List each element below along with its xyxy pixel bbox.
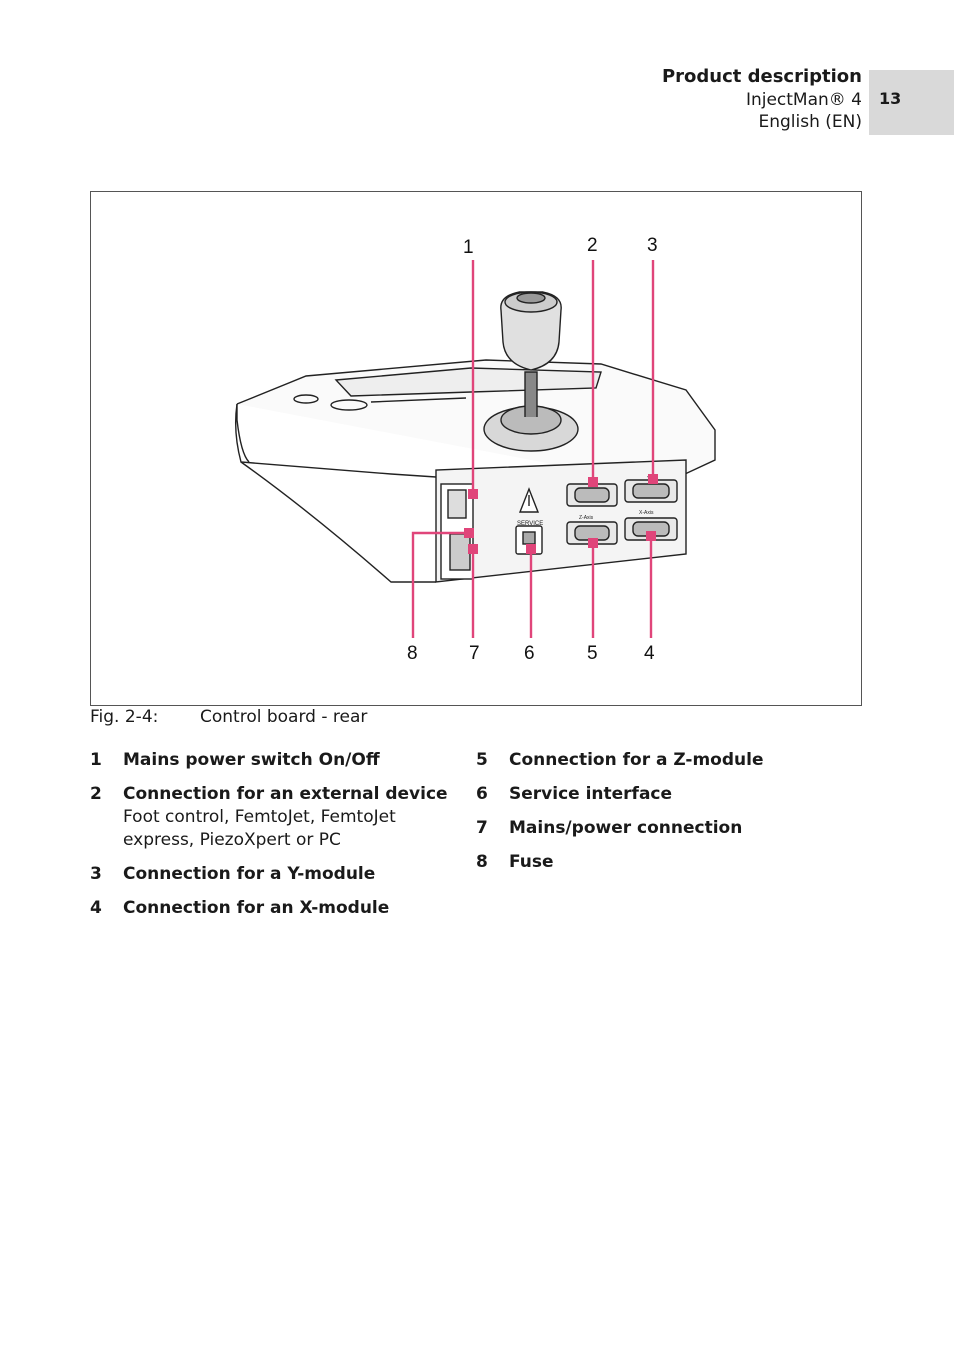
legend-number: 2	[90, 784, 102, 804]
section-title: Product description	[661, 66, 862, 87]
x-axis-label: X-Axis	[639, 510, 654, 516]
callout-number-2: 2	[587, 235, 598, 256]
service-port-label: SERVICE	[517, 521, 544, 527]
legend-number: 7	[476, 818, 488, 838]
legend-right-column	[476, 749, 856, 885]
legend-item-2	[90, 783, 460, 852]
callout-number-3: 3	[647, 235, 658, 256]
legend-title: Mains/power connection	[509, 818, 743, 838]
callout-marker-4	[646, 531, 656, 541]
callout-number-8: 8	[407, 643, 418, 664]
callout-number-1: 1	[463, 237, 474, 258]
legend-number: 5	[476, 750, 488, 770]
legend-left-column	[90, 749, 460, 931]
legend-title: Connection for a Z-module	[509, 750, 764, 770]
legend-title: Connection for an X-module	[123, 898, 390, 918]
callout-number-7: 7	[469, 643, 480, 664]
legend-title: Connection for a Y-module	[123, 864, 376, 884]
callout-marker-1	[468, 489, 478, 499]
control-board-illustration	[91, 192, 861, 705]
legend-title: Connection for an external device	[123, 784, 448, 804]
legend-item-7	[476, 817, 856, 840]
callout-marker-6	[526, 544, 536, 554]
legend-item-4	[90, 897, 460, 920]
product-name: InjectMan® 4	[745, 89, 862, 110]
figure-frame	[90, 191, 862, 706]
page-number: 13	[879, 89, 902, 108]
callout-marker-7	[468, 544, 478, 554]
callout-marker-5	[588, 538, 598, 548]
legend-description: Foot control, FemtoJet, FemtoJet express, PiezoXpert or PC	[123, 807, 396, 850]
page-number-tab	[869, 70, 954, 135]
figure-caption	[90, 707, 367, 727]
legend-title: Service interface	[509, 784, 673, 804]
legend-number: 1	[90, 750, 102, 770]
legend-item-8	[476, 851, 856, 874]
legend-title: Fuse	[509, 852, 554, 872]
legend-number: 6	[476, 784, 488, 804]
callout-number-4: 4	[644, 643, 655, 664]
legend-item-1	[90, 749, 460, 772]
z-axis-label: Z-Axis	[579, 515, 594, 521]
callout-marker-8	[464, 528, 474, 538]
legend-item-6	[476, 783, 856, 806]
callout-marker-2	[588, 477, 598, 487]
device-body	[236, 292, 715, 582]
legend-number: 8	[476, 852, 488, 872]
callout-number-5: 5	[587, 643, 598, 664]
figure-caption-text: Control board - rear	[200, 707, 368, 727]
legend-number: 4	[90, 898, 102, 918]
page-header	[662, 66, 862, 134]
legend-item-3	[90, 863, 460, 886]
legend-title: Mains power switch On/Off	[123, 750, 380, 770]
legend-number: 3	[90, 864, 102, 884]
language-label: English (EN)	[758, 112, 862, 132]
figure-number: Fig. 2-4:	[90, 707, 159, 727]
legend-item-5	[476, 749, 856, 772]
callout-number-6: 6	[524, 643, 535, 664]
callout-marker-3	[648, 474, 658, 484]
